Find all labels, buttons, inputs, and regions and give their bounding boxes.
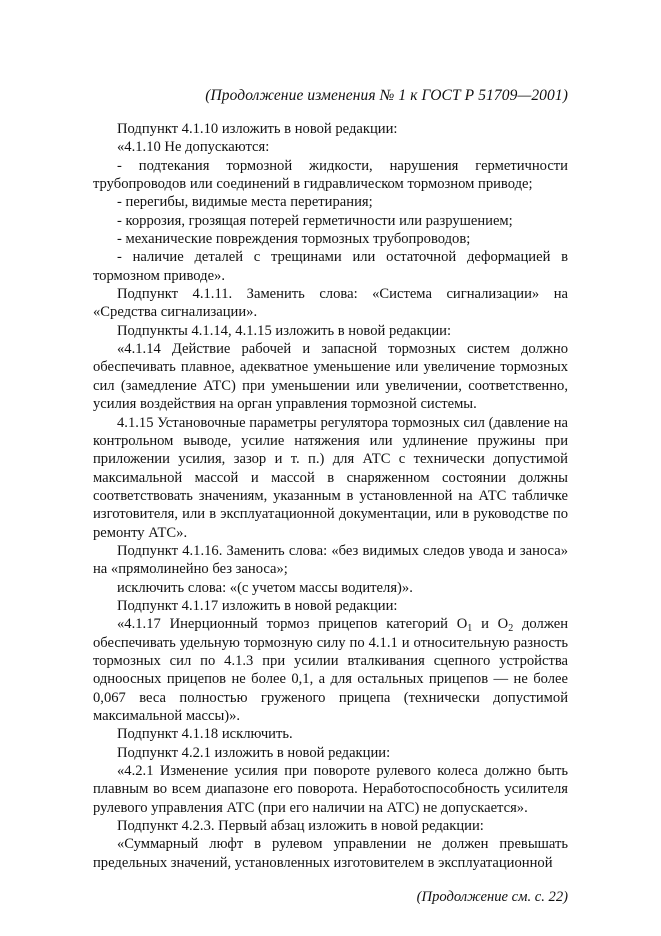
paragraph: «4.2.1 Изменение усилия при повороте рулевого колеса должно быть плавным во всем диапазоне его поворота. Неработоспособность усилителя рулевого управления АТС (при его наличии на АТС) не допускается». xyxy=(93,763,568,816)
paragraph-4-1-17 xyxy=(93,615,568,725)
paragraph: «4.1.14 Действие рабочей и запасной тормозных систем должно обеспечивать плавное, адекватное уменьшение или увеличение тормозных сил (замедление АТС) при уменьшении или увеличении, соответственно, усилия воздействия на орган управления тормозной системы. xyxy=(93,341,568,413)
paragraph: - механические повреждения тормозных трубопроводов; xyxy=(117,231,471,248)
paragraph: 4.1.15 Установочные параметры регулятора тормозных сил (давление на контрольном выводе, усилие натяжения или удлинение пружины при приложении усилия, зазор и т. п.) для АТС с технически допустимой максимальной массой и массой в снаряженном состоянии должны соответствовать значениям, указанным в установленной на АТС табличке изготовителя, или в эксплуатационной документации, или в руководстве по ремонту АТС». xyxy=(93,414,568,541)
paragraph: Подпункт 4.2.1 изложить в новой редакции: xyxy=(117,744,391,761)
paragraph: «4.1.10 Не допускаются: xyxy=(117,139,270,156)
paragraph: Подпункт 4.2.3. Первый абзац изложить в новой редакции: xyxy=(117,818,484,835)
text: и O xyxy=(472,616,509,633)
document-page xyxy=(93,86,568,906)
document-body xyxy=(93,120,568,872)
paragraph: Подпункт 4.1.10 изложить в новой редакции: xyxy=(117,121,398,137)
paragraph: Подпункт 4.1.18 исключить. xyxy=(117,726,293,743)
paragraph: Подпункт 4.1.16. Заменить слова: «без видимых следов увода и заноса» на «прямолинейно без заноса»; xyxy=(93,542,568,578)
subscript: 2 xyxy=(508,623,514,635)
page-footer: (Продолжение см. с. 22) xyxy=(416,889,568,906)
paragraph: исключить слова: «(с учетом массы водителя)». xyxy=(117,579,413,596)
text: «4.1.17 Инерционный тормоз прицепов категорий O xyxy=(117,616,468,633)
paragraph: - наличие деталей с трещинами или остаточной деформацией в тормозном приводе». xyxy=(93,249,568,284)
text: должен обеспечивать удельную тормозную силу по 4.1.1 и относительную разность тормозных сил по 4.1.3 при усилии вталкивания сцепного устройства одноосных прицепов не более 0,1, а для остальных прицепов — не более 0,067 веса полностью груженого прицепа (технически допустимой максимальной массы)». xyxy=(93,616,568,724)
subscript: 1 xyxy=(467,623,473,635)
paragraph: - перегибы, видимые места перетирания; xyxy=(117,194,373,211)
paragraph: «Суммарный люфт в рулевом управлении не должен превышать предельных значений, установленных изготовителем в эксплуатационной xyxy=(93,836,568,871)
paragraph: Подпункты 4.1.14, 4.1.15 изложить в новой редакции: xyxy=(117,322,452,339)
paragraph: - подтекания тормозной жидкости, нарушения герметичности трубопроводов или соединений в гидравлическом тормозном приводе; xyxy=(93,157,568,193)
paragraph: Подпункт 4.1.17 изложить в новой редакции: xyxy=(117,597,398,614)
page-header: (Продолжение изменения № 1 к ГОСТ Р 51709—2001) xyxy=(205,87,568,104)
paragraph: Подпункт 4.1.11. Заменить слова: «Система сигнализации» на «Средства сигнализации». xyxy=(93,286,568,321)
paragraph: - коррозия, грозящая потерей герметичности или разрушением; xyxy=(117,212,513,229)
